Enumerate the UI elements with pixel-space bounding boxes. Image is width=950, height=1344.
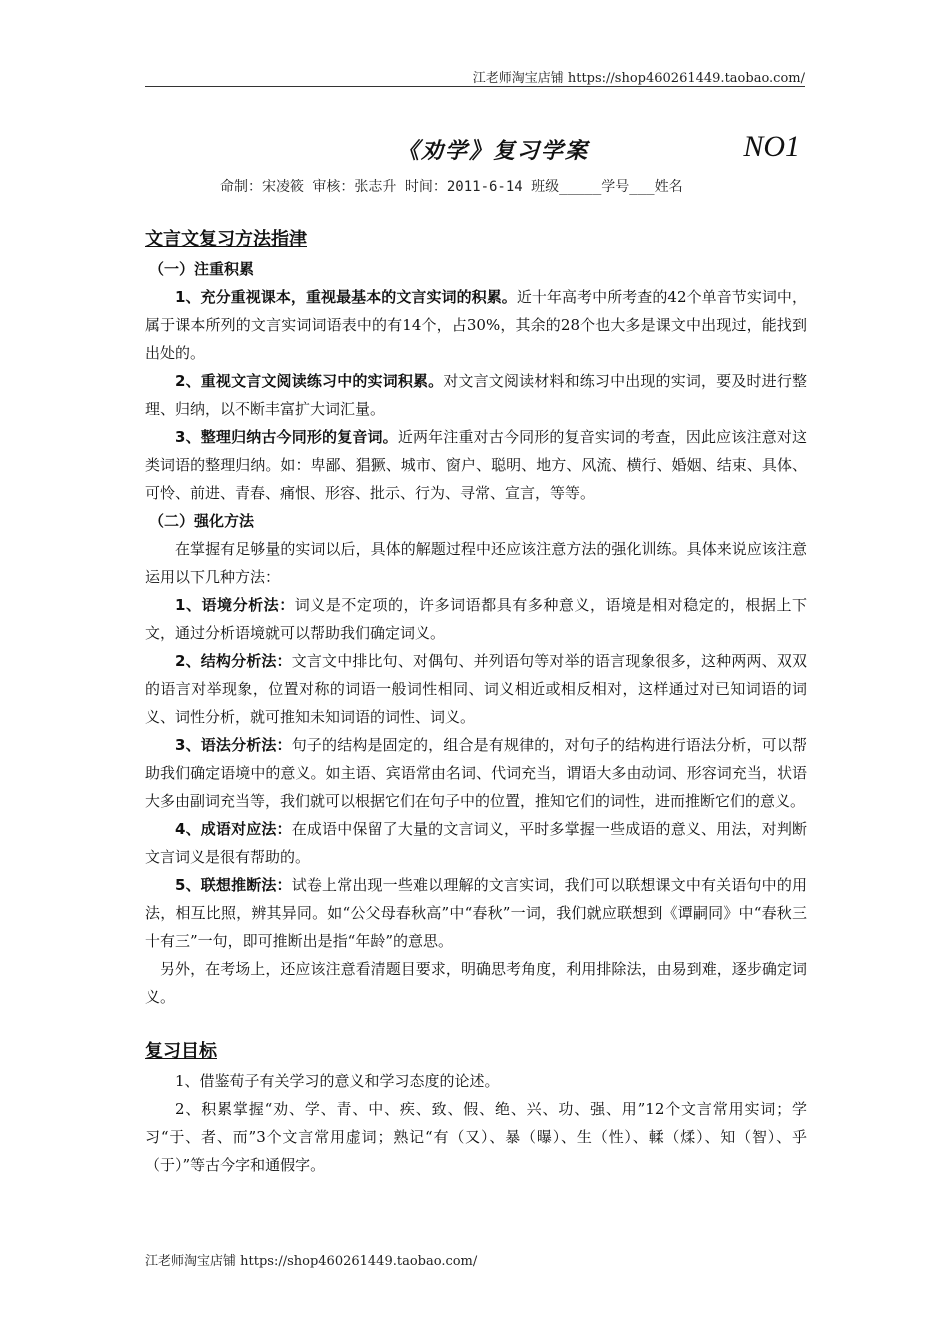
document-body [145,225,807,1179]
paragraph [145,591,807,647]
paragraph [145,283,807,367]
paragraph-lead: 3、语法分析法： [175,736,292,754]
paragraph-text: 词义是不定项的，许多词语都具有多种意义，语境是相对稳定的，根据上下文，通过分析语境就可以帮助我们确定词义。 [145,596,807,642]
paragraph-lead: 3、整理归纳古今同形的复音词。 [175,428,398,446]
paragraph-text: 句子的结构是固定的，组合是有规律的，对句子的结构进行语法分析，可以帮助我们确定语境中的意义。如主语、宾语常由名词、代词充当，谓语大多由动词、形容词充当，状语大多由副词充当等，我们就可以根据它们在句子中的位置，推知它们的词性，进而推断它们的意义。 [145,736,807,810]
paragraph-closing: 另外，在考场上，还应该注意看清题目要求，明确思考角度，利用排除法，由易到难，逐步确定词义。 [145,960,807,1006]
document-meta: 命制：宋凌筱 审核：张志升 时间：2011-6-14 班级_____学号___姓名 [220,179,683,195]
paragraph [145,871,807,955]
paragraph [145,815,807,871]
page-footer: 江老师淘宝店铺 https://shop460261449.taobao.com/ [145,1254,478,1269]
paragraph-lead: 2、结构分析法： [175,652,292,670]
paragraph-text: 近两年注重对古今同形的复音实词的考查，因此应该注意对这类词语的整理归纳。如：卑鄙、猖獗、城市、窗户、聪明、地方、风流、横行、婚姻、结束、具体、可怜、前进、青春、痛恨、形容、批示、行为、寻常、宣言，等等。 [145,428,807,502]
goal-item: 1、借鉴荀子有关学习的意义和学习态度的论述。 [175,1072,500,1090]
section-heading-methods: 文言文复习方法指津 [145,229,307,250]
title-row [145,130,800,170]
paragraph-lead: 4、成语对应法： [175,820,292,838]
paragraph-lead: 1、语境分析法： [175,596,295,614]
header-rule [145,86,805,87]
paragraph-text: 在成语中保留了大量的文言词义，平时多掌握一些成语的意义、用法，对判断文言词义是很有帮助的。 [145,820,807,866]
paragraph-text: 近十年高考中所考查的42个单音节实词中，属于课本所列的文言实词词语表中的有14个，占30%，其余的28个也大多是课文中出现过，能找到出处的。 [145,288,807,362]
paragraph-lead: 2、重视文言文阅读练习中的实词积累。 [175,372,444,390]
paragraph-intro: 在掌握有足够量的实词以后，具体的解题过程中还应该注意方法的强化训练。具体来说应该注意运用以下几种方法： [145,540,807,586]
paragraph-text: 对文言文阅读材料和练习中出现的实词，要及时进行整理、归纳，以不断丰富扩大词汇量。 [145,372,807,418]
paragraph [145,423,807,507]
document-number: NO1 [743,130,800,163]
paragraph-lead: 1、充分重视课本，重视最基本的文言实词的积累。 [175,288,517,306]
paragraph-lead: 5、联想推断法： [175,876,292,894]
paragraph [145,647,807,731]
page-header: 江老师淘宝店铺 https://shop460261449.taobao.com/ [472,71,805,86]
subheading-methods: （二）强化方法 [149,512,255,530]
paragraph-text: 试卷上常出现一些难以理解的文言实词，我们可以联想课文中有关语句中的用法，相互比照，辨其异同。如“公父母春秋高”中“春秋”一词，我们就应联想到《谭嗣同》中“春秋三十有三”一句，即可推断出是指“年龄”的意思。 [145,876,807,950]
subheading-accumulation: （一）注重积累 [149,260,255,278]
paragraph [145,731,807,815]
paragraph-text: 文言文中排比句、对偶句、并列语句等对举的语言现象很多，这种两两、双双的语言对举现象，位置对称的词语一般词性相同、词义相近或相反相对，这样通过对已知词语的词义、词性分析，就可推知未知词语的词性、词义。 [145,652,807,726]
section-heading-goals: 复习目标 [145,1041,217,1062]
goal-item: 2、积累掌握“劝、学、青、中、疾、致、假、绝、兴、功、强、用”12个文言常用实词；学习“于、者、而”3个文言常用虚词；熟记“有（又）、暴（曝）、生（性）、輮（煣）、知（智）、乎（于）”等古今字和通假字。 [145,1100,807,1174]
paragraph [145,367,807,423]
document-title: 《劝学》复习学案 [397,138,590,164]
spacer [145,1011,807,1037]
